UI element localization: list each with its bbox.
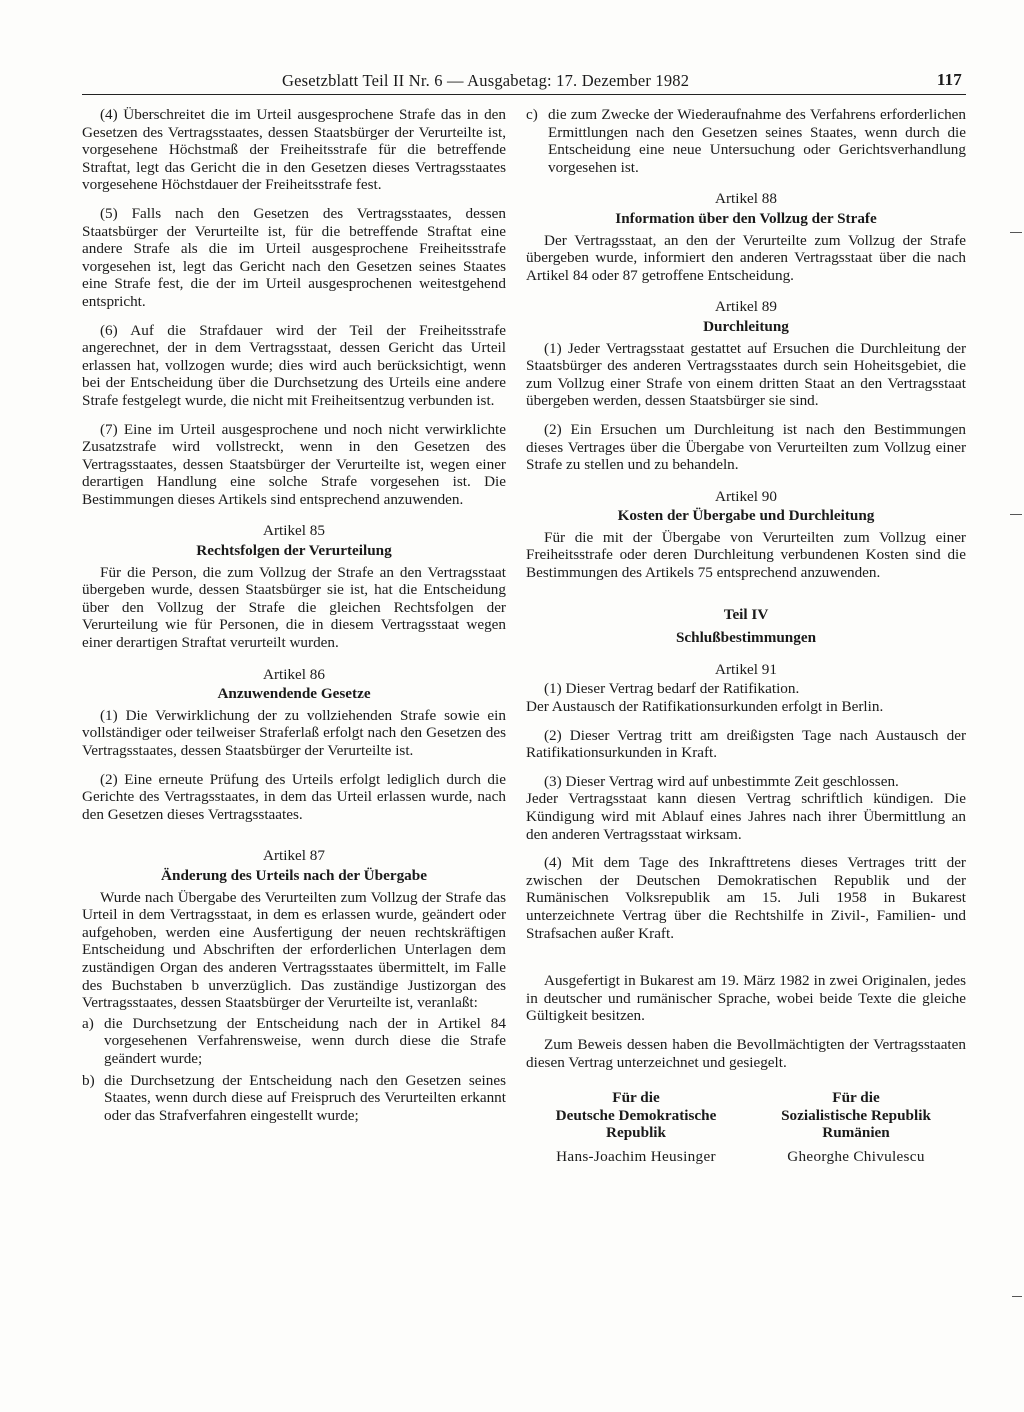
- article-91-heading: Artikel 91: [714, 660, 777, 678]
- scan-mark: [1012, 1296, 1022, 1297]
- scan-mark: [1010, 232, 1022, 233]
- page-header: [82, 70, 966, 95]
- article-91-paragraph-3b: Jeder Vertragsstaat kann diesen Vertrag schriftlich kündigen. Die Kündigung wird mit Ablauf eines Jahres nach ihrer Übermittlung an den anderen Vertragsstaat wirksam.: [526, 790, 966, 843]
- signature-romania-line-1: Für die: [832, 1089, 880, 1107]
- article-86-heading: Artikel 86: [262, 665, 325, 683]
- paragraph-4: (4) Überschreitet die im Urteil ausgesprochene Strafe das in den Gesetzen des Vertragsstaates, dessen Staatsbürger der Verurteilte ist, vorgesehene Höchstmaß der Freiheitsstrafe für die betreffende Straftat, legt das Gericht die in den Gesetzen dieses Vertragsstaates vorgesehene Höchstdauer der Freiheitsstrafe fest.: [82, 106, 506, 194]
- article-85-heading: Artikel 85: [262, 522, 325, 540]
- article-89-paragraph-2: (2) Ein Ersuchen um Durchleitung ist nach den Bestimmungen dieses Vertrages über die Übergabe von Verurteilten zum Vollzug einer Strafe zu stellen und zu behandeln.: [526, 420, 966, 474]
- article-91-paragraph-2: (2) Dieser Vertrag tritt am dreißigsten Tage nach Austausch der Ratifikationsurkunden in Kraft.: [526, 726, 966, 762]
- list-text-b: die Durchsetzung der Entscheidung nach den Gesetzen seines Staates, wenn durch diese auf Freispruch des Verurteilten erkannt oder das Strafverfahren eingestellt wurde;: [104, 1071, 506, 1124]
- article-90-heading: Artikel 90: [714, 487, 777, 505]
- article-86-title: Anzuwendende Gesetze: [217, 685, 371, 703]
- list-label-a: a): [82, 1014, 94, 1032]
- article-87-title: Änderung des Urteils nach der Übergabe: [161, 866, 427, 884]
- article-89-title: Durchleitung: [703, 317, 789, 335]
- article-89-heading: Artikel 89: [714, 298, 777, 316]
- article-88-heading: Artikel 88: [714, 190, 777, 208]
- right-column: [526, 106, 966, 1166]
- signature-romania-name: Gheorghe Chivulescu: [787, 1147, 925, 1165]
- signature-romania-line-2: Sozialistische Republik: [781, 1106, 931, 1124]
- article-91-paragraph-4: (4) Mit dem Tage des Inkrafttretens dieses Vertrages tritt der zwischen der Deutschen Demokratischen Republik und der Rumänischen Volksrepublik am 15. Juli 1958 in Bukarest unterzeichnete Vertrag über die Rechtshilfe in Zivil-, Familien- und Strafsachen außer Kraft.: [526, 854, 966, 942]
- article-88-text: Der Vertragsstaat, an den der Verurteilte zum Vollzug der Strafe übergeben wurde, informiert den anderen Vertragsstaat über die nach Artikel 84 oder 87 getroffene Entscheidung.: [526, 231, 966, 284]
- signature-gdr: [526, 1089, 746, 1165]
- article-85-title: Rechtsfolgen der Verurteilung: [196, 542, 392, 560]
- page-number: 117: [936, 70, 962, 89]
- list-item-a: [82, 1015, 506, 1068]
- signature-romania: [746, 1089, 966, 1165]
- signature-romania-line-3: Rumänien: [822, 1124, 890, 1142]
- article-91-paragraph-1b: Der Austausch der Ratifikationsurkunden erfolgt in Berlin.: [526, 698, 884, 716]
- article-89-paragraph-1: (1) Jeder Vertragsstaat gestattet auf Ersuchen die Durchleitung der Staatsbürger des anderen Vertragsstaates durch sein Hoheitsgebiet, die zum Vollzug einer Strafe von einem dritten Staat an den Vertragsstaat übergeben werden, dessen Staatsbürger sie sind.: [526, 339, 966, 410]
- paragraph-6: (6) Auf die Strafdauer wird der Teil der Freiheitsstrafe angerechnet, der in dem Vertragsstaat, dessen Gericht das Urteil erlassen hat, vollzogen wurde; dies wird auch berücksichtigt, wenn bei der Entscheidung über die Durchsetzung des Urteils eine andere Strafe festgelegt wurde, die nicht mit Freiheitsentzug verbunden ist.: [82, 321, 506, 409]
- article-90-text: Für die mit der Übergabe von Verurteilten zum Vollzug einer Freiheitsstrafe oder deren Durchleitung verbundenen Kosten sind die Bestimmungen des Artikels 75 entsprechend anzuwenden.: [526, 528, 966, 582]
- closing-execution: Ausgefertigt in Bukarest am 19. März 1982 in zwei Originalen, jedes in deutscher und rumänischer Sprache, wobei beide Texte die gleiche Gültigkeit besitzen.: [526, 972, 966, 1025]
- article-86-paragraph-2: (2) Eine erneute Prüfung des Urteils erfolgt lediglich durch die Gerichte des Vertragsstaates, in dem das Urteil erlassen wurde, nach den Gesetzen dieses Vertragsstaates.: [82, 770, 506, 823]
- article-91-paragraph-1a: (1) Dieser Vertrag bedarf der Ratifikation.: [544, 680, 800, 698]
- signature-gdr-line-2: Deutsche Demokratische: [555, 1106, 717, 1124]
- left-column: [82, 106, 506, 1128]
- list-text-c: die zum Zwecke der Wiederaufnahme des Verfahrens erforderlichen Ermittlungen nach den Gesetzen seines Staates, wenn durch die Entscheidung eine neue Untersuchung oder Gerichtsverhandlung vorgesehen ist.: [548, 106, 966, 176]
- list-item-b: [82, 1072, 506, 1125]
- article-86-paragraph-1: (1) Die Verwirklichung der zu vollziehenden Strafe sowie ein vollständiger oder teilweiser Straferlaß erfolgt nach den Gesetzen des Vertragsstaates, dessen Staatsbürger der Verurteilte ist.: [82, 706, 506, 759]
- paragraph-5: (5) Falls nach den Gesetzen des Vertragsstaates, dessen Staatsbürger der Verurteilte ist, für die betreffende Straftat eine andere Strafe als die im Urteil ausgesprochene Freiheitsstrafe vorgesehen ist, legt das Gericht nach den Gesetzen seines Staates eine Strafe fest, die der im Urteil ausgesprochenen weitestgehend entspricht.: [82, 204, 506, 310]
- article-90-title: Kosten der Übergabe und Durchleitung: [617, 507, 875, 525]
- part-heading: Teil IV: [723, 605, 769, 623]
- list-text-a: die Durchsetzung der Entscheidung nach der in Artikel 84 vorgesehenen Verfahrensweise, wenn durch diese die Strafe geändert wurde;: [104, 1014, 506, 1067]
- paragraph-7: (7) Eine im Urteil ausgesprochene und noch nicht verwirklichte Zusatzstrafe wird vollstreckt, wenn in den Gesetzen des Vertragsstaates, dessen Staatsbürger der Verurteilte ist, wegen einer derartigen Handlung eine solche Strafe vorgesehen ist. Die Bestimmungen dieses Artikels sind entsprechend anzuwenden.: [82, 420, 506, 508]
- list-label-b: b): [82, 1071, 95, 1089]
- part-title: Schlußbestimmungen: [675, 629, 817, 647]
- article-85-text: Für die Person, die zum Vollzug der Strafe an den Vertragsstaat übergeben wurde, dessen Staatsbürger sie ist, hat die Entscheidung über den Vollzug der Strafe die gleichen Rechtsfolgen der Verurteilung wie für Personen, die in diesem Vertragsstaat wegen einer derartigen Straftat verurteilt wurden.: [82, 563, 506, 652]
- scan-mark: [1010, 514, 1022, 515]
- list-label-c: c): [526, 106, 538, 123]
- list-item-c: [526, 106, 966, 176]
- signature-block: [526, 1089, 966, 1165]
- article-91-paragraph-3a: (3) Dieser Vertrag wird auf unbestimmte Zeit geschlossen.: [544, 772, 899, 790]
- header-title: Gesetzblatt Teil II Nr. 6 — Ausgabetag: 17. Dezember 1982: [282, 71, 690, 90]
- signature-gdr-line-3: Republik: [606, 1124, 666, 1142]
- closing-witness: Zum Beweis dessen haben die Bevollmächtigten der Vertragsstaaten diesen Vertrag unterzeichnet und gesiegelt.: [526, 1035, 966, 1071]
- signature-gdr-line-1: Für die: [612, 1089, 660, 1107]
- article-87-text: Wurde nach Übergabe des Verurteilten zum Vollzug der Strafe das Urteil in dem Vertragsstaat, in dem es erlassen wurde, geändert oder aufgehoben, werden eine Ausfertigung der neuen rechtskräftigen Entscheidung und Abschriften der erforderlichen Unterlagen dem zuständigen Organ des anderen Vertragsstaates übermittelt, im Falle des Buchstaben b unverzüglich. Das zuständige Justizorgan des Vertragsstaates, dessen Staatsbürger der Verurteilte ist, veranlaßt:: [82, 888, 506, 1012]
- signature-gdr-name: Hans-Joachim Heusinger: [556, 1147, 716, 1165]
- article-88-title: Information über den Vollzug der Strafe: [615, 209, 877, 227]
- article-87-heading: Artikel 87: [262, 847, 325, 865]
